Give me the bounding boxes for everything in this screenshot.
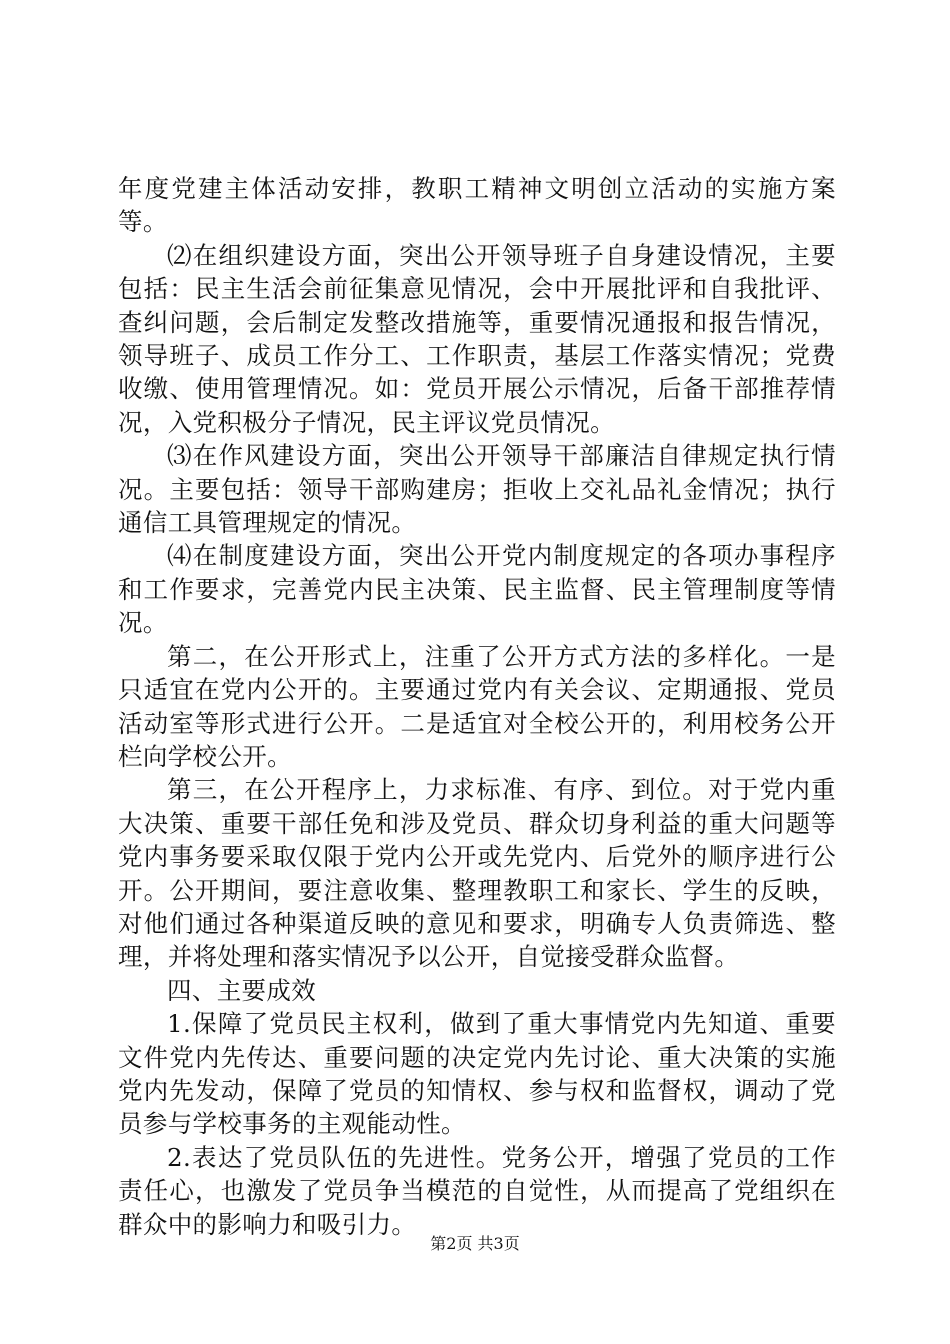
paragraph-result-1: 1.保障了党员民主权利，做到了重大事情党内先知道、重要文件党内先传达、重要问题的决定党内先讨论、重大决策的实施党内先发动，保障了党员的知情权、参与权和监督权，调动了党员参与学校事务的主观能动性。: [118, 1009, 836, 1139]
page-number-footer: 第2页 共3页: [430, 1234, 520, 1253]
section-heading-main-results: 四、主要成效: [167, 975, 317, 1005]
paragraph-disclosure-procedure: 第三，在公开程序上，力求标准、有序、到位。对于党内重大决策、重要干部任免和涉及党员、群众切身利益的重大问题等党内事务要采取仅限于党内公开或先党内、后党外的顺序进行公开。公开期间，要注意收集、整理教职工和家长、学生的反映，对他们通过各种渠道反映的意见和要求，明确专人负责筛选、整理，并将处理和落实情况予以公开，自觉接受群众监督。: [118, 775, 836, 972]
paragraph-result-2: 2.表达了党员队伍的先进性。党务公开，增强了党员的工作责任心，也激发了党员争当模范的自觉性，从而提高了党组织在群众中的影响力和吸引力。: [118, 1142, 836, 1239]
paragraph-organization-building: ⑵在组织建设方面，突出公开领导班子自身建设情况，主要包括：民主生活会前征集意见情况，会中开展批评和自我批评、查纠问题，会后制定发整改措施等，重要情况通报和报告情况，领导班子、成员工作分工、工作职责，基层工作落实情况；党费收缴、使用管理情况。如：党员开展公示情况，后备干部推荐情况，入党积极分子情况，民主评议党员情况。: [118, 240, 836, 437]
paragraph-work-style-building: ⑶在作风建设方面，突出公开领导干部廉洁自律规定执行情况。主要包括：领导干部购建房；拒收上交礼品礼金情况；执行通信工具管理规定的情况。: [118, 441, 836, 538]
paragraph-system-building: ⑷在制度建设方面，突出公开党内制度规定的各项办事程序和工作要求，完善党内民主决策、民主监督、民主管理制度等情况。: [118, 541, 836, 638]
document-body: [118, 172, 836, 1241]
paragraph-continuation: 年度党建主体活动安排，教职工精神文明创立活动的实施方案等。: [118, 174, 836, 237]
paragraph-disclosure-form: 第二，在公开形式上，注重了公开方式方法的多样化。一是只适宜在党内公开的。主要通过党内有关会议、定期通报、党员活动室等形式进行公开。二是适宜对全校公开的，利用校务公开栏向学校公开。: [118, 641, 836, 771]
